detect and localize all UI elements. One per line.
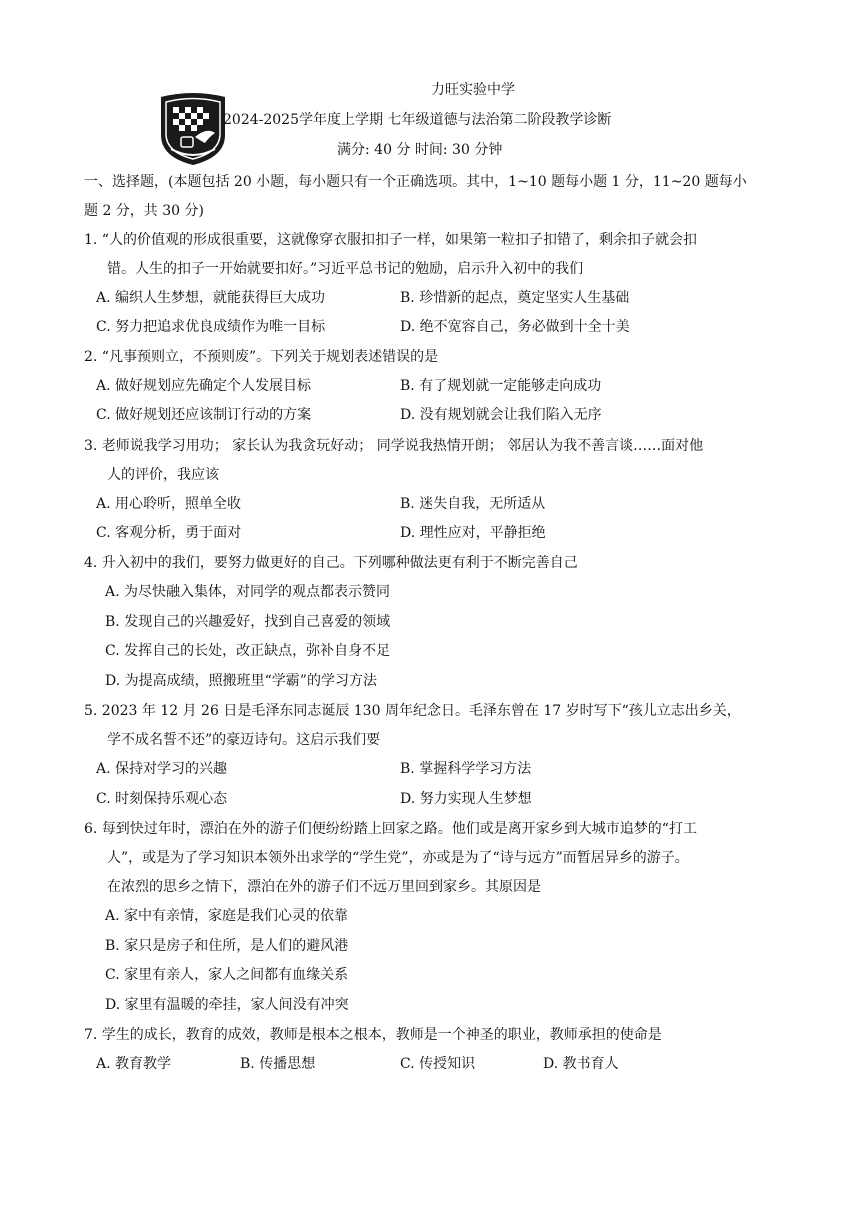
section-intro-line1: 一、选择题，(本题包括 20 小题，每小题只有一个正确选项。其中，1~10 题每小题 1 分，11~20 题每小 xyxy=(84,174,747,190)
question-6-option-a: A. 家中有亲情，家庭是我们心灵的依靠 xyxy=(105,908,349,924)
question-4-stem: 4. 升入初中的我们，要努力做更好的自己。下列哪种做法更有利于不断完善自己 xyxy=(84,555,578,571)
question-4-option-d: D. 为提高成绩，照搬班里“学霸”的学习方法 xyxy=(105,673,377,689)
question-1-option-c: C. 努力把追求优良成绩作为唯一目标 xyxy=(96,319,326,335)
question-5-option-c: C. 时刻保持乐观心态 xyxy=(96,791,228,807)
question-5-stem: 5. 2023 年 12 月 26 日是毛泽东同志诞辰 130 周年纪念日。毛泽东曾在 17 岁时写下“孩儿立志出乡关， xyxy=(84,703,741,719)
question-2-stem: 2. “凡事预则立，不预则废”。下列关于规划表述错误的是 xyxy=(84,349,439,365)
question-4-option-c: C. 发挥自己的长处，改正缺点，弥补自身不足 xyxy=(105,643,391,659)
exam-title: 2024-2025学年度上学期 七年级道德与法治第二阶段教学诊断 xyxy=(223,112,612,128)
question-6-option-b: B. 家只是房子和住所，是人们的避风港 xyxy=(105,938,349,954)
question-6-stem: 6. 每到快过年时，漂泊在外的游子们便纷纷踏上回家之路。他们或是离开家乡到大城市追梦的“打工 xyxy=(84,821,697,837)
question-1-stem: 1. “人的价值观的形成很重要，这就像穿衣服扣扣子一样，如果第一粒扣子扣错了，剩余扣子就会扣 xyxy=(84,232,697,248)
question-3-option-a: A. 用心聆听，照单全收 xyxy=(96,496,242,512)
question-7-stem: 7. 学生的成长，教育的成效，教师是根本之根本，教师是一个神圣的职业，教师承担的使命是 xyxy=(84,1027,662,1043)
question-5-stem-cont: 学不成名誓不还”的豪迈诗句。这启示我们要 xyxy=(107,732,381,748)
question-4-option-a: A. 为尽快融入集体，对同学的观点都表示赞同 xyxy=(105,584,391,600)
question-5-option-b: B. 掌握科学学习方法 xyxy=(400,761,532,777)
question-3-option-b: B. 迷失自我，无所适从 xyxy=(400,496,546,512)
question-2-option-b: B. 有了规划就一定能够走向成功 xyxy=(400,378,602,394)
question-2-option-d: D. 没有规划就会让我们陷入无序 xyxy=(400,407,602,423)
question-5-option-d: D. 努力实现人生梦想 xyxy=(400,791,532,807)
question-7-option-b: B. 传播思想 xyxy=(240,1056,316,1072)
question-3-stem-cont: 人的评价，我应该 xyxy=(107,467,219,483)
question-5-option-a: A. 保持对学习的兴趣 xyxy=(96,761,228,777)
question-4-option-b: B. 发现自己的兴趣爱好，找到自己喜爱的领域 xyxy=(105,614,391,630)
question-2-option-c: C. 做好规划还应该制订行动的方案 xyxy=(96,407,312,423)
section-intro-line2: 题 2 分，共 30 分) xyxy=(84,203,204,219)
score-time: 满分: 40 分 时间: 30 分钟 xyxy=(337,142,503,158)
question-6-stem-cont1: 人”，或是为了学习知识本领外出求学的“学生党”，亦或是为了“诗与远方”而暂居异乡的游子。 xyxy=(107,850,689,866)
question-6-stem-cont2: 在浓烈的思乡之情下，漂泊在外的游子们不远万里回到家乡。其原因是 xyxy=(107,879,541,895)
question-1-option-a: A. 编织人生梦想，就能获得巨大成功 xyxy=(96,290,326,306)
question-3-option-c: C. 客观分析，勇于面对 xyxy=(96,525,242,541)
question-6-option-d: D. 家里有温暖的牵挂，家人间没有冲突 xyxy=(105,997,349,1013)
question-3-stem: 3. 老师说我学习用功； 家长认为我贪玩好动； 同学说我热情开朗； 邻居认为我不善言谈……面对他 xyxy=(84,438,704,454)
question-6-option-c: C. 家里有亲人，家人之间都有血缘关系 xyxy=(105,967,349,983)
question-3-option-d: D. 理性应对，平静拒绝 xyxy=(400,525,546,541)
question-1-stem-cont: 错。人生的扣子一开始就要扣好。”习近平总书记的勉励，启示升入初中的我们 xyxy=(107,261,584,277)
school-name: 力旺实验中学 xyxy=(431,82,515,98)
school-logo xyxy=(157,91,229,167)
question-7-option-d: D. 教书育人 xyxy=(543,1056,619,1072)
question-1-option-b: B. 珍惜新的起点，奠定坚实人生基础 xyxy=(400,290,630,306)
question-7-option-a: A. 教育教学 xyxy=(96,1056,172,1072)
question-7-option-c: C. 传授知识 xyxy=(400,1056,476,1072)
question-1-option-d: D. 绝不宽容自己，务必做到十全十美 xyxy=(400,319,630,335)
question-2-option-a: A. 做好规划应先确定个人发展目标 xyxy=(96,378,312,394)
